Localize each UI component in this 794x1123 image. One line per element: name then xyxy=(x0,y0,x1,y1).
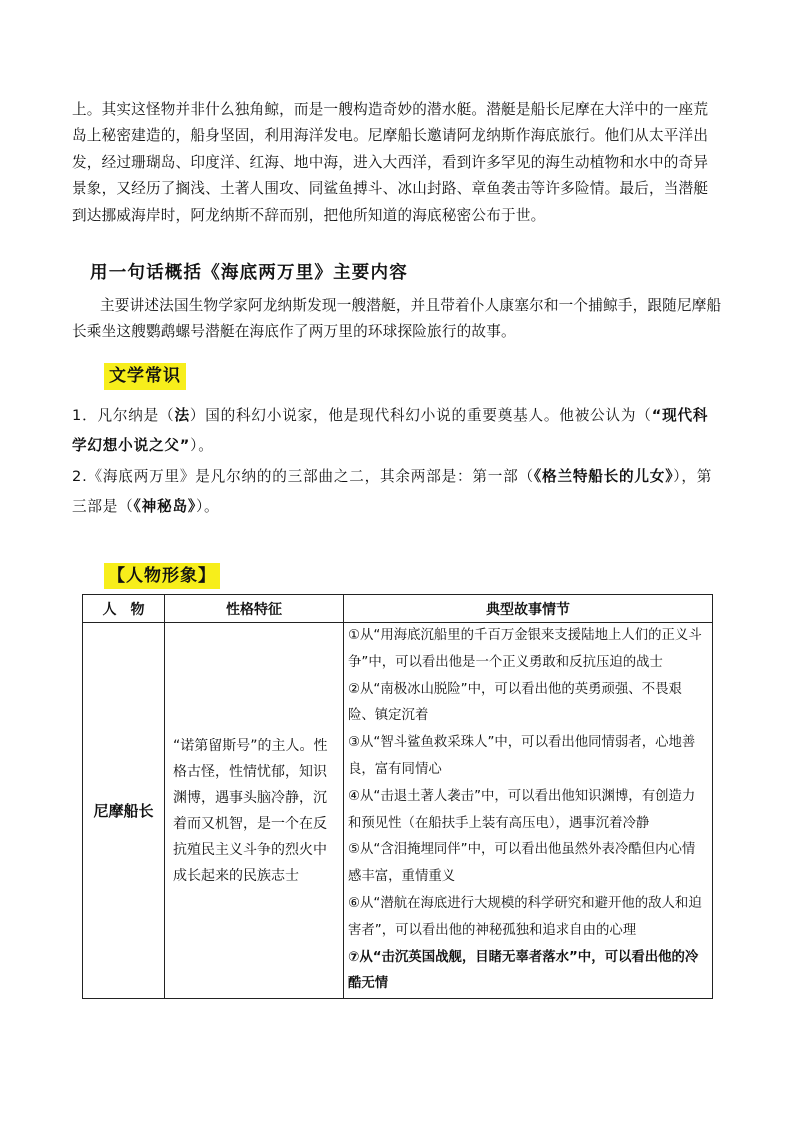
story-item: ⑤从“含泪掩埋同伴”中，可以看出他虽然外表冷酷但内心情感丰富，重情重义 xyxy=(348,842,696,885)
q2-answer-part-three: 《神秘岛》 xyxy=(133,498,196,515)
table-header-row xyxy=(83,595,713,623)
character-table xyxy=(82,594,713,999)
story-item: ③从“智斗鲨鱼救采珠人”中，可以看出他同情弱者，心地善良，富有同情心 xyxy=(348,735,696,777)
literature-section-title: 文学常识 xyxy=(104,363,186,390)
summary-heading: 用一句话概括《海底两万里》主要内容 xyxy=(90,263,408,283)
header-stories: 典型故事情节 xyxy=(344,595,713,623)
story-item: ①从“用海底沉船里的千百万金银来支援陆地上人们的正义斗争”中，可以看出他是一个正义勇敢和反抗压迫的战士 xyxy=(348,628,702,670)
q2-answer-part-one: 《格兰特船长的儿女》 xyxy=(533,468,674,485)
q2-text-c: ），第三部是（ xyxy=(72,468,713,515)
header-character: 人 物 xyxy=(83,595,165,623)
story-item-emphasized: ⑦从“击沉英国战舰，目睹无辜者落水”中，可以看出他的冷酷无情 xyxy=(348,949,699,992)
summary-paragraph: 主要讲述法国生物学家阿龙纳斯发现一艘潜艇，并且带着仆人康塞尔和一个捕鲸手，跟随尼摩船长乘坐这艘鹦鹉螺号潜艇在海底作了两万里的环球探险旅行的故事。 xyxy=(72,297,722,341)
header-traits: 性格特征 xyxy=(165,595,344,623)
intro-paragraph: 上。其实这怪物并非什么独角鲸，而是一艘构造奇妙的潜水艇。潜艇是船长尼摩在大洋中的一座荒岛上秘密建造的，船身坚固，利用海洋发电。尼摩船长邀请阿龙纳斯作海底旅行。他们从太平洋出发，经过珊瑚岛、印度洋、红海、地中海，进入大西洋，看到许多罕见的海生动植物和水中的奇异景象，又经历了搁浅、土著人围攻、同鲨鱼搏斗、冰山封路、章鱼袭击等许多险情。最后，当潜艇到达挪威海岸时，阿龙纳斯不辞而别，把他所知道的海底秘密公布于世。 xyxy=(72,101,709,224)
literature-question-2 xyxy=(72,462,722,522)
story-item: ④从“击退土著人袭击”中，可以看出他知识渊博，有创造力和预见性（在船扶手上装有高压电），遇事沉着冷静 xyxy=(348,788,696,831)
q2-text-e: ）。 xyxy=(195,498,220,515)
character-section-title: 【人物形象】 xyxy=(104,563,220,589)
q1-answer-country: 法 xyxy=(174,407,190,424)
literature-question-1 xyxy=(72,401,722,461)
q1-answer-title: “现代科学幻想小说之父” xyxy=(72,407,709,454)
story-item: ②从“南极冰山脱险”中，可以看出他的英勇顽强、不畏艰险、镇定沉着 xyxy=(348,681,682,724)
character-traits: “诺第留斯号”的主人。性格古怪，性情忧郁，知识渊博，遇事头脑冷静，沉着而又机智，是一个在反抗殖民主义斗争的烈火中成长起来的民族志士 xyxy=(165,623,344,999)
character-name: 尼摩船长 xyxy=(83,623,165,999)
q1-text-e: ）。 xyxy=(190,437,214,454)
q1-text-a: 1．凡尔纳是（ xyxy=(72,407,175,424)
q1-text-c: ）国的科幻小说家，他是现代科幻小说的重要奠基人。他被公认为（ xyxy=(189,407,652,424)
q2-text-a: 2.《海底两万里》是凡尔纳的的三部曲之二，其余两部是：第一部（ xyxy=(72,468,534,485)
table-row xyxy=(83,623,713,999)
character-stories xyxy=(344,623,713,999)
story-item: ⑥从“潜航在海底进行大规模的科学研究和避开他的敌人和迫害者”，可以看出他的神秘孤独和追求自由的心理 xyxy=(348,895,702,938)
